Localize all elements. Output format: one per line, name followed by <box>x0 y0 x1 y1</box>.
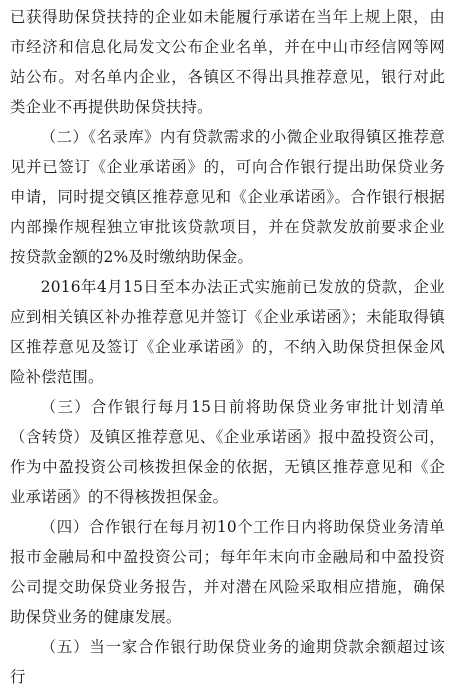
paragraph-transition-loans: 2016年4月15日至本办法正式实施前已发放的贷款，企业应到相关镇区补办推荐意见并签订《企业承诺函》；未能取得镇区推荐意见及签订《企业承诺函》的，不纳入助保贷担保金风险补偿范围。 <box>10 278 445 386</box>
paragraph-continuation: 已获得助保贷扶持的企业如未能履行承诺在当年上规上限，由市经济和信息化局发文公布企业名单，并在中山市经信网等网站公布。对名单内企业，各镇区不得出具推荐意见，银行对此类企业不再提供助保贷扶持。 <box>10 8 445 116</box>
document-page <box>0 2 455 686</box>
paragraph-item-4: （四）合作银行在每月初10个工作日内将助保贷业务清单报市金融局和中盈投资公司；每年年末向市金融局和中盈投资公司提交助保贷业务报告，并对潜在风险采取相应措施，确保助保贷业务的健康发展。 <box>10 518 445 626</box>
paragraph-item-5: （五）当一家合作银行助保贷业务的逾期贷款余额超过该行 <box>10 638 445 686</box>
paragraph-item-2: （二）《名录库》内有贷款需求的小微企业取得镇区推荐意见并已签订《企业承诺函》的，可向合作银行提出助保贷业务申请，同时提交镇区推荐意见和《企业承诺函》。合作银行根据内部操作规程独立审批该贷款项目，并在贷款发放前要求企业按贷款金额的2%及时缴纳助保金。 <box>10 128 445 266</box>
paragraph-item-3: （三）合作银行每月15日前将助保贷业务审批计划清单（含转贷）及镇区推荐意见、《企业承诺函》报中盈投资公司，作为中盈投资公司核拨担保金的依据，无镇区推荐意见和《企业承诺函》的不得核拨担保金。 <box>10 398 445 506</box>
